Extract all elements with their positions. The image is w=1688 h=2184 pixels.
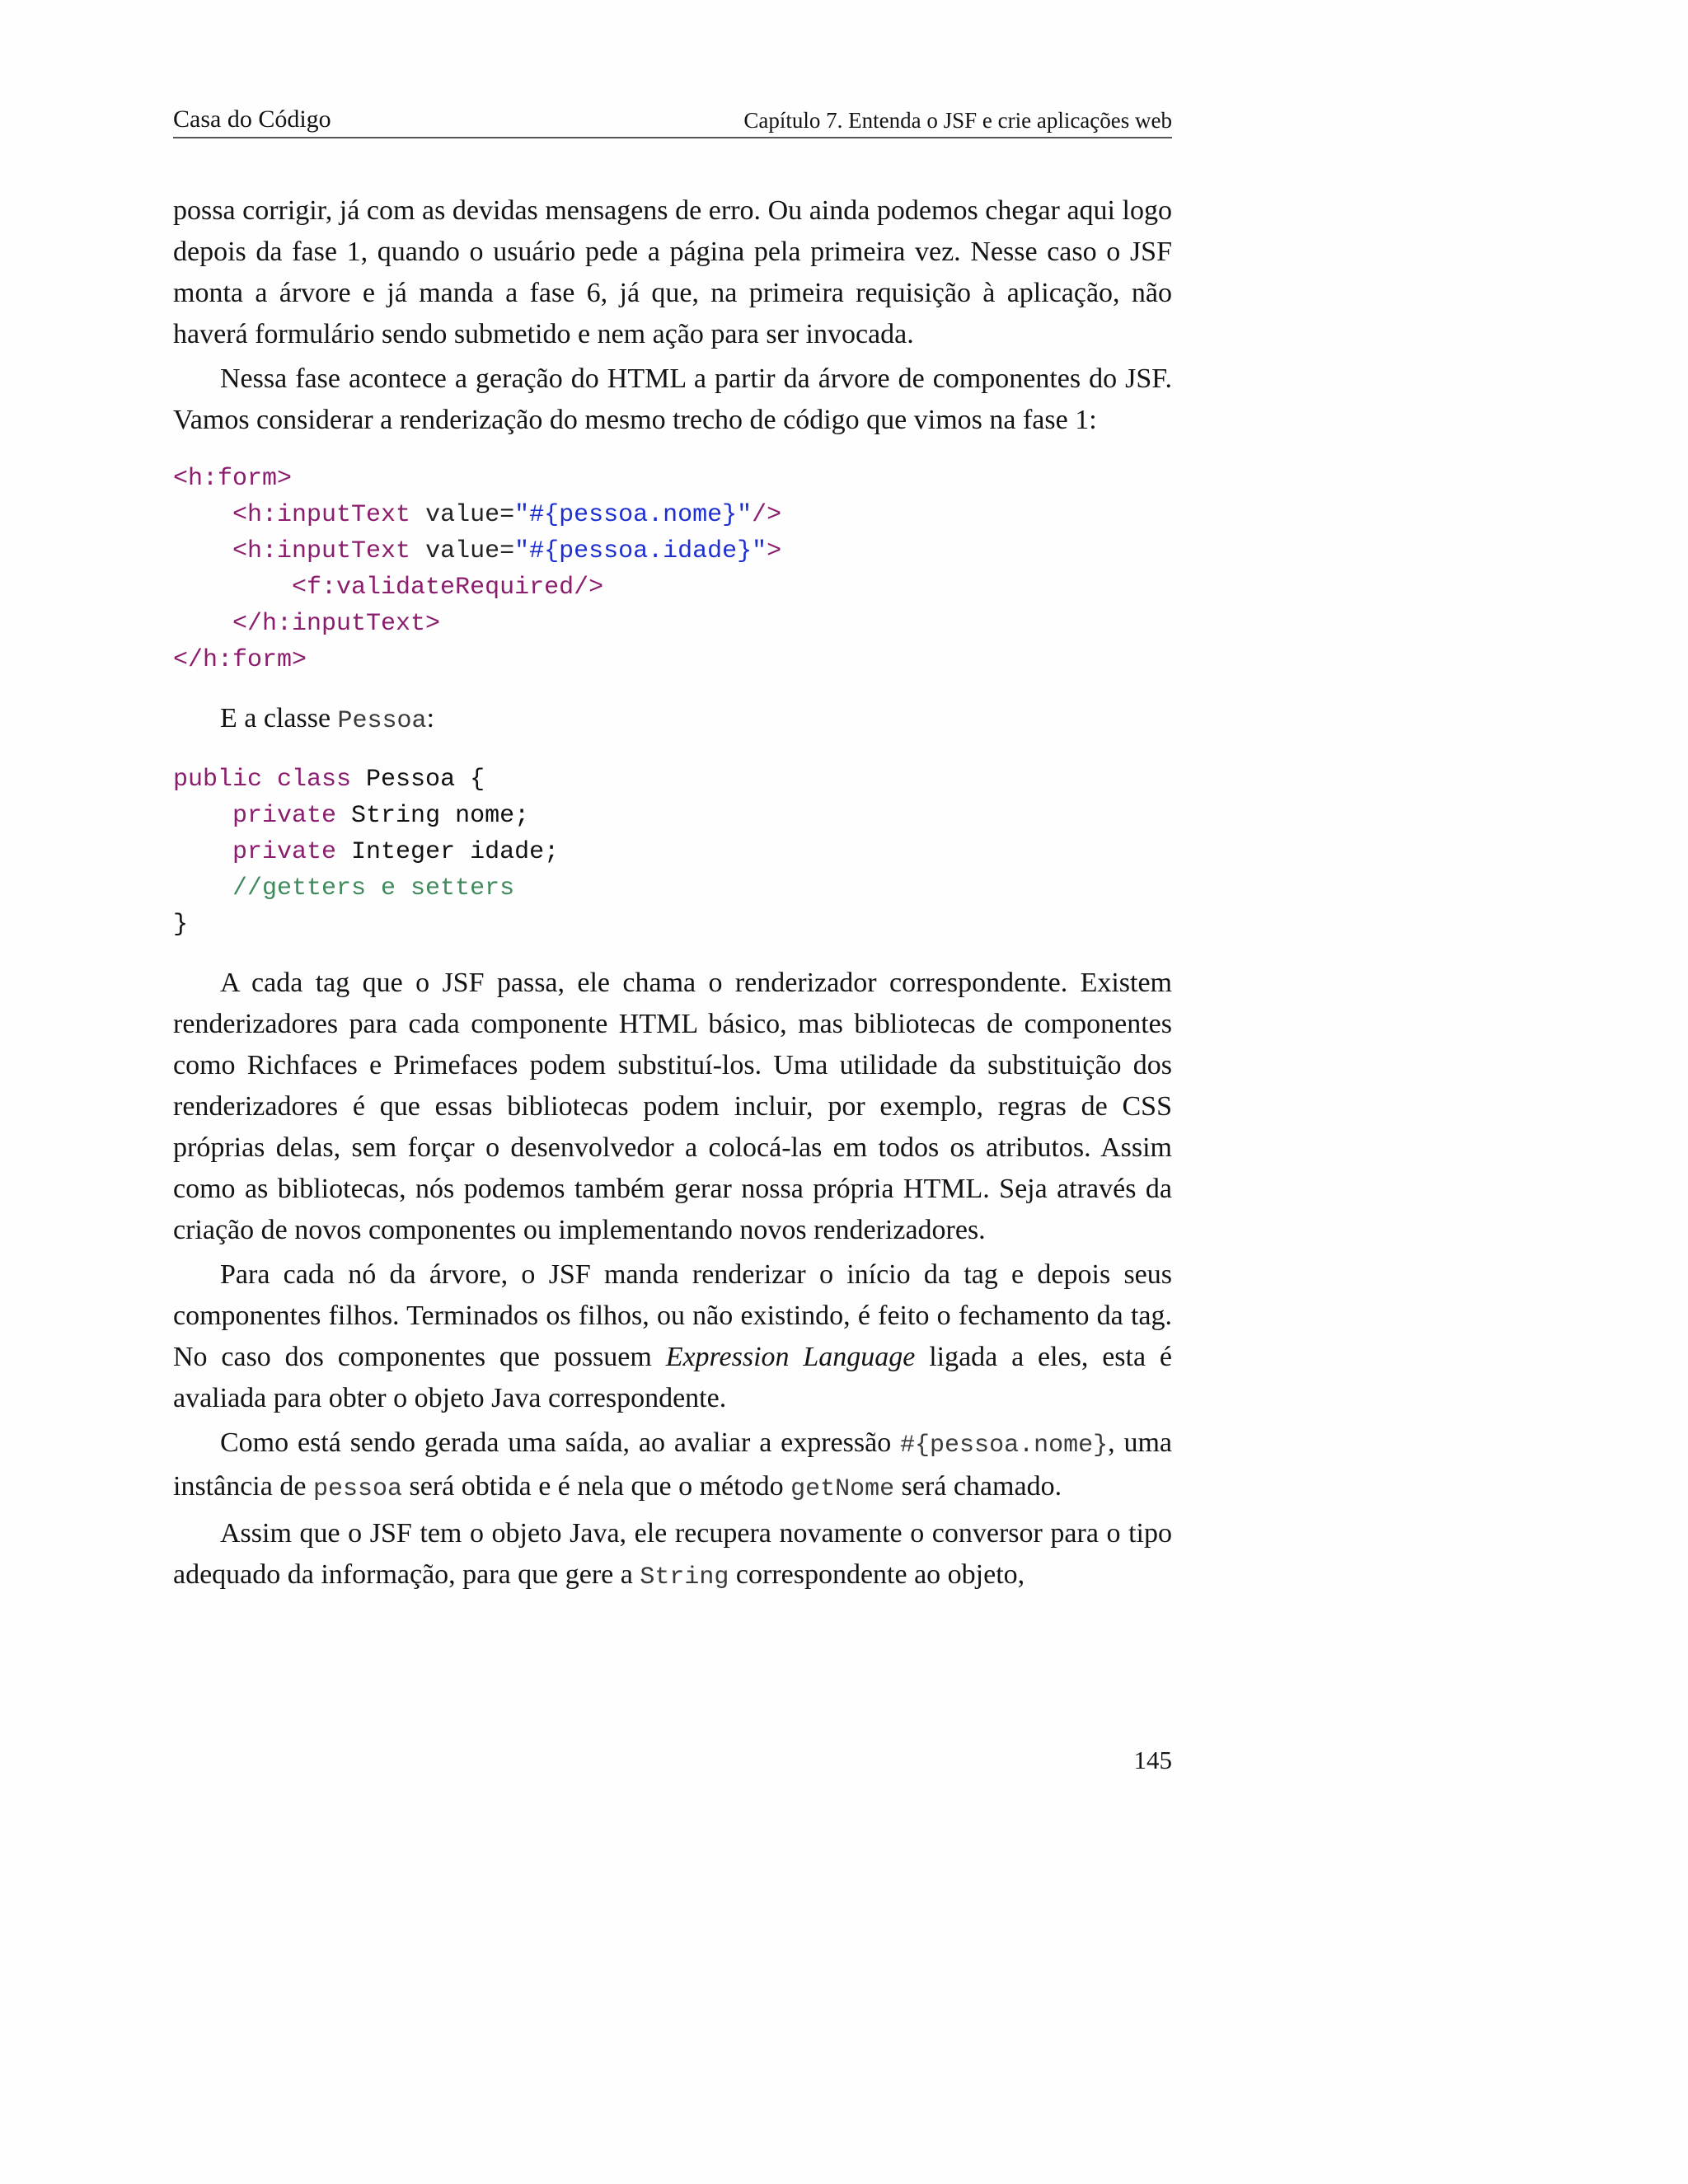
code-token: "#{pessoa.nome}"	[514, 501, 753, 529]
code-block-jsf-form	[173, 461, 1172, 678]
running-header	[173, 97, 1172, 138]
header-chapter-title: Capítulo 7. Entenda o JSF e crie aplicações web	[743, 108, 1172, 133]
code-token: value=	[410, 537, 515, 565]
paragraph-3	[173, 698, 1172, 742]
code-token: Pessoa {	[351, 766, 485, 794]
header-book-title: Casa do Código	[173, 105, 331, 133]
text-run: , uma instância de	[173, 1427, 1172, 1502]
code-token: >	[767, 537, 782, 565]
text-run: correspondente ao objeto,	[729, 1559, 1025, 1590]
text-run: Assim que o JSF tem o objeto Java, ele recupera novamente o conversor para o tipo adequado da informação, para que gere a	[173, 1518, 1172, 1590]
code-token: Integer idade;	[336, 838, 560, 866]
paragraph-6	[173, 1422, 1172, 1510]
code-line: <f:validateRequired/>	[292, 574, 604, 602]
text-run: será obtida e é nela que o método	[401, 1471, 791, 1502]
code-token: <h:inputText	[232, 537, 411, 565]
code-line: </h:inputText>	[232, 610, 441, 638]
inline-code: getNome	[790, 1475, 895, 1503]
code-token: private	[232, 802, 337, 830]
text-run: E a classe	[220, 703, 338, 733]
inline-code: String	[640, 1563, 729, 1591]
code-token: "#{pessoa.idade}"	[514, 537, 767, 565]
page-number: 145	[1133, 1746, 1172, 1774]
paragraph-7	[173, 1513, 1172, 1598]
paragraph-2: Nessa fase acontece a geração do HTML a partir da árvore de componentes do JSF. Vamos considerar a renderização do mesmo trecho de código que vimos na fase 1:	[173, 363, 1172, 435]
code-line: }	[173, 911, 189, 939]
text-run: ligada a eles, esta é avaliada para obter o objeto Java correspondente.	[173, 1342, 1172, 1413]
code-block-pessoa-class	[173, 762, 1172, 943]
paragraph-4: A cada tag que o JSF passa, ele chama o renderizador correspondente. Existem renderizadores para cada componente HTML básico, mas bibliotecas de componentes como Richfaces e Primefaces podem substituí-los. Uma utilidade da substituição dos renderizadores é que essas bibliotecas podem incluir, por exemplo, regras de CSS próprias delas, sem forçar o desenvolvedor a colocá-las em todos os atributos. Assim como as bibliotecas, nós podemos também gerar nossa própria HTML. Seja através da criação de novos componentes ou implementando novos renderizadores.	[173, 968, 1172, 1245]
emphasis: Expression Language	[665, 1342, 916, 1372]
inline-code: pessoa	[312, 1475, 402, 1503]
code-token: String nome;	[336, 802, 530, 830]
code-line: <h:form>	[173, 465, 293, 493]
code-token: private	[232, 838, 337, 866]
inline-code: Pessoa	[337, 707, 427, 735]
text-run: será chamado.	[894, 1471, 1062, 1502]
code-comment: //getters e setters	[232, 874, 515, 902]
code-token: />	[752, 501, 782, 529]
text-run: :	[426, 703, 435, 733]
code-token: value=	[410, 501, 515, 529]
code-line: </h:form>	[173, 646, 307, 674]
text-run: Para cada nó da árvore, o JSF manda renderizar o início da tag e depois seus componentes filhos. Terminados os filhos, ou não existindo, é feito o fechamento da tag. No caso dos componentes que possuem	[173, 1259, 1172, 1372]
paragraph-1: possa corrigir, já com as devidas mensagens de erro. Ou ainda podemos chegar aqui logo depois da fase 1, quando o usuário pede a página pela primeira vez. Nesse caso o JSF monta a árvore e já manda a fase 6, já que, na primeira requisição à aplicação, não haverá formulário sendo submetido e nem ação para ser invocada.	[173, 195, 1172, 349]
inline-code: #{pessoa.nome}	[900, 1432, 1109, 1460]
paragraph-5	[173, 1254, 1172, 1419]
page-body	[173, 190, 1172, 1598]
code-token: public class	[173, 766, 352, 794]
code-token: <h:inputText	[232, 501, 411, 529]
book-page	[173, 97, 1172, 1774]
text-run: Como está sendo gerada uma saída, ao avaliar a expressão	[220, 1427, 901, 1458]
